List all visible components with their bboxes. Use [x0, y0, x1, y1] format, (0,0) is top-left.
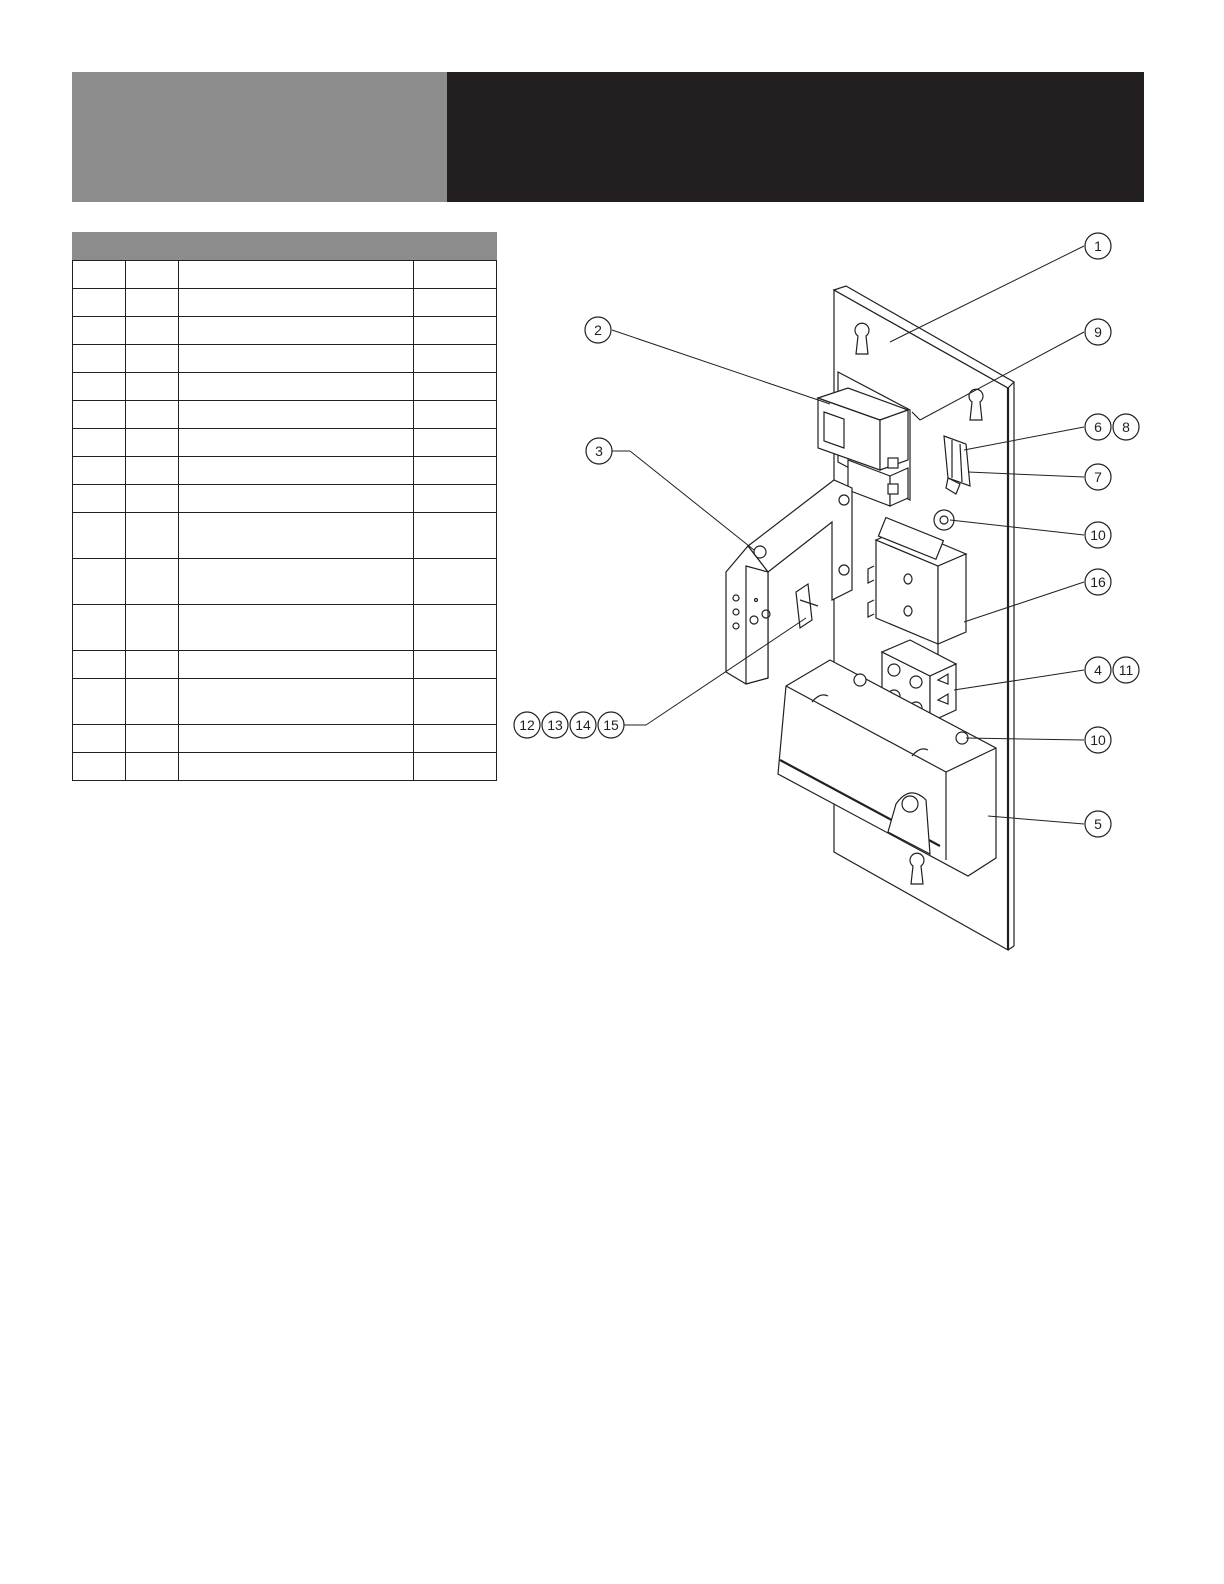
svg-text:3: 3: [595, 443, 603, 459]
mounting-bracket: [726, 480, 852, 684]
callout-9: [1085, 319, 1111, 345]
svg-text:10: 10: [1090, 732, 1106, 748]
callout-11: [1113, 657, 1139, 683]
callout-16: [1085, 569, 1111, 595]
callout-6: [1085, 414, 1111, 440]
callout-7: [1085, 464, 1111, 490]
callout-10-lower: [1085, 727, 1111, 753]
svg-text:6: 6: [1094, 419, 1102, 435]
svg-text:10: 10: [1090, 527, 1106, 543]
svg-text:13: 13: [547, 717, 563, 733]
callout-2: [585, 317, 611, 343]
callout-3: [586, 438, 612, 464]
callout-13: [542, 712, 568, 738]
svg-text:12: 12: [519, 717, 535, 733]
svg-text:16: 16: [1090, 574, 1106, 590]
callout-10-upper: [1085, 522, 1111, 548]
callout-12: [514, 712, 540, 738]
svg-text:8: 8: [1122, 419, 1130, 435]
callout-1: [1085, 233, 1111, 259]
svg-text:15: 15: [603, 717, 619, 733]
svg-text:5: 5: [1094, 816, 1102, 832]
svg-text:4: 4: [1094, 662, 1102, 678]
callout-5: [1085, 811, 1111, 837]
svg-text:14: 14: [575, 717, 591, 733]
callout-4: [1085, 657, 1111, 683]
svg-text:7: 7: [1094, 469, 1102, 485]
svg-text:9: 9: [1094, 324, 1102, 340]
svg-text:1: 1: [1094, 238, 1102, 254]
callout-8: [1113, 414, 1139, 440]
svg-text:2: 2: [594, 322, 602, 338]
callout-15: [598, 712, 624, 738]
callout-14: [570, 712, 596, 738]
svg-text:11: 11: [1118, 662, 1134, 678]
